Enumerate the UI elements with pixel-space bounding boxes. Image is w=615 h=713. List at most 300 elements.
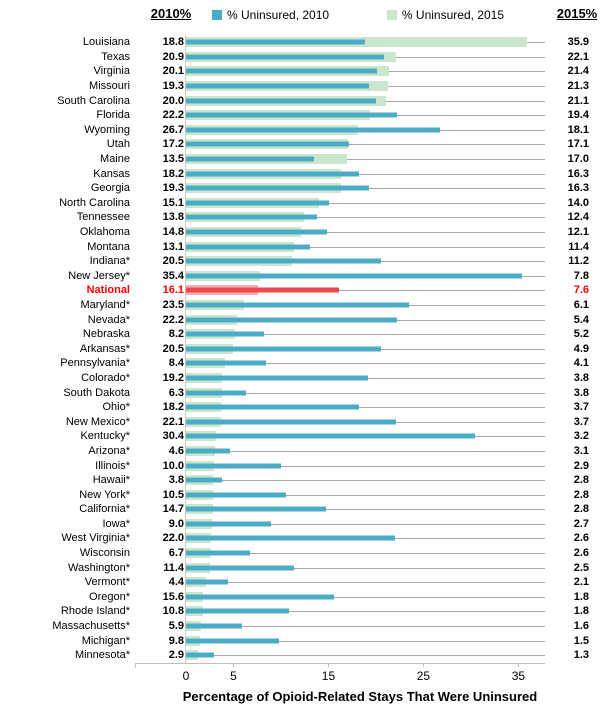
x-axis-tick-label: 35 <box>511 669 526 683</box>
value-2015-label: 3.7 <box>573 401 589 414</box>
value-2015-label: 2.5 <box>573 561 589 574</box>
bar-2010 <box>186 521 271 526</box>
value-2010-label: 14.8 <box>162 226 184 239</box>
bar-2010 <box>186 186 369 191</box>
category-label: Hawaii* <box>92 474 130 487</box>
value-2015-label: 1.8 <box>573 605 589 618</box>
bar-2010 <box>186 580 228 585</box>
value-2010-label: 23.5 <box>162 298 184 311</box>
value-2015-label: 14.0 <box>567 196 589 209</box>
x-axis-tick <box>518 663 519 667</box>
category-label: Arizona* <box>88 444 130 457</box>
value-2010-label: 6.7 <box>168 547 184 560</box>
bar-cell <box>186 429 545 444</box>
x-axis-tick <box>328 663 329 667</box>
chart-row <box>0 517 615 532</box>
category-label: South Dakota <box>63 386 130 399</box>
bar-cell <box>186 371 545 386</box>
value-2010-label: 18.2 <box>162 167 184 180</box>
leader-line <box>396 422 545 423</box>
bar-cell <box>186 283 545 298</box>
value-2010-label: 30.4 <box>162 430 184 443</box>
chart-row <box>0 385 615 400</box>
leader-line <box>475 436 545 437</box>
category-label: Wyoming <box>84 123 130 136</box>
bar-cell <box>186 604 545 619</box>
chart-rows <box>0 35 615 663</box>
value-2015-label: 12.4 <box>567 211 589 224</box>
bar-2010 <box>186 638 279 643</box>
chart-row <box>0 341 615 356</box>
bar-cell <box>186 35 545 50</box>
value-2015-label: 18.1 <box>567 123 589 136</box>
category-label: Colorado* <box>81 371 130 384</box>
value-2015-label: 5.4 <box>573 313 589 326</box>
bar-cell <box>186 327 545 342</box>
leader-line <box>317 217 545 218</box>
leader-line <box>368 378 545 379</box>
bar-cell <box>186 152 545 167</box>
chart-row <box>0 312 615 327</box>
category-label: Oklahoma <box>79 226 130 239</box>
category-label: Massachusetts* <box>52 620 130 633</box>
leader-line <box>397 320 545 321</box>
leader-line <box>310 247 545 248</box>
bar-cell <box>186 93 545 108</box>
legend-item-2010 <box>212 8 329 22</box>
legend-swatch-2010-icon <box>212 10 222 20</box>
bar-2010 <box>186 653 214 658</box>
bar-cell <box>186 123 545 138</box>
leader-line <box>228 582 545 583</box>
category-label: Washington* <box>68 561 130 574</box>
leader-line <box>264 334 545 335</box>
value-2015-label: 11.2 <box>568 255 589 268</box>
value-2015-label: 7.8 <box>573 269 589 282</box>
category-label: Rhode Island* <box>60 605 130 618</box>
bar-2010 <box>186 390 246 395</box>
bar-cell <box>186 181 545 196</box>
category-label: South Carolina <box>57 94 130 107</box>
category-label: Minnesota* <box>74 649 130 662</box>
chart-row <box>0 633 615 648</box>
category-label: Nebraska <box>82 328 130 341</box>
chart-row <box>0 196 615 211</box>
x-axis-tick-label: 5 <box>230 669 237 683</box>
bar-2010 <box>186 244 310 249</box>
category-label: Vermont* <box>84 576 130 589</box>
value-2010-label: 10.0 <box>162 459 184 472</box>
leader-line <box>242 626 545 627</box>
value-2010-label: 8.2 <box>168 328 184 341</box>
value-2010-label: 10.5 <box>162 488 184 501</box>
leader-line <box>359 407 545 408</box>
category-label: New Mexico* <box>65 415 130 428</box>
legend-label-2010: % Uninsured, 2010 <box>227 8 330 22</box>
bar-2010 <box>186 259 381 264</box>
bar-cell <box>186 239 545 254</box>
value-2015-label: 4.9 <box>573 342 589 355</box>
chart-row <box>0 137 615 152</box>
legend-swatch-2015-icon <box>387 10 397 20</box>
value-2010-label: 22.1 <box>162 415 184 428</box>
chart-row <box>0 575 615 590</box>
bar-cell <box>186 444 545 459</box>
bar-cell <box>186 414 545 429</box>
bar-2010 <box>186 594 334 599</box>
value-2015-label: 1.3 <box>573 649 589 662</box>
chart-row <box>0 93 615 108</box>
category-label: California* <box>79 503 130 516</box>
bar-2010 <box>186 419 396 424</box>
legend-item-2015 <box>387 8 504 22</box>
legend-label-2015: % Uninsured, 2015 <box>401 8 504 22</box>
value-2010-label: 35.4 <box>162 269 184 282</box>
value-2015-label: 2.1 <box>573 576 589 589</box>
leader-line <box>359 174 545 175</box>
value-2015-label: 2.9 <box>573 459 589 472</box>
value-2015-label: 17.0 <box>567 153 589 166</box>
category-label: Florida <box>96 109 130 122</box>
chart-row <box>0 327 615 342</box>
category-label: Illinois* <box>95 459 130 472</box>
bar-cell <box>186 502 545 517</box>
chart-row <box>0 35 615 50</box>
value-2015-label: 19.4 <box>567 109 589 122</box>
value-2010-label: 4.4 <box>168 576 184 589</box>
value-2015-label: 35.9 <box>567 36 589 49</box>
category-label: Texas <box>101 50 130 63</box>
leader-line <box>522 276 545 277</box>
leader-line <box>326 509 545 510</box>
value-2010-label: 20.0 <box>162 94 184 107</box>
value-2015-label: 7.6 <box>573 284 589 297</box>
leader-line <box>527 42 545 43</box>
chart-row <box>0 487 615 502</box>
leader-line <box>334 597 545 598</box>
category-label: Virginia <box>93 65 130 78</box>
leader-line <box>440 130 545 131</box>
chart-row <box>0 400 615 415</box>
value-2010-label: 18.8 <box>162 36 184 49</box>
category-label: Maine <box>100 153 130 166</box>
bar-2010 <box>186 624 242 629</box>
leader-line <box>286 495 545 496</box>
chart-row <box>0 239 615 254</box>
category-label: Pennsylvania* <box>60 357 130 370</box>
value-2015-label: 3.8 <box>573 386 589 399</box>
bar-cell <box>186 137 545 152</box>
x-axis-ticks <box>182 663 545 683</box>
bar-2010 <box>186 113 397 118</box>
value-2010-label: 15.1 <box>162 196 184 209</box>
value-2015-label: 2.8 <box>573 474 589 487</box>
chart-row <box>0 414 615 429</box>
category-label: New Jersey* <box>68 269 130 282</box>
bar-2010 <box>186 69 377 74</box>
bar-cell <box>186 108 545 123</box>
y-axis-line <box>185 35 186 663</box>
value-2015-label: 17.1 <box>567 138 589 151</box>
bar-2010 <box>186 361 266 366</box>
value-2015-label: 2.6 <box>573 547 589 560</box>
chart-row <box>0 502 615 517</box>
bar-cell <box>186 575 545 590</box>
bar-cell <box>186 560 545 575</box>
value-2015-label: 6.1 <box>573 298 589 311</box>
value-2010-label: 3.8 <box>168 474 184 487</box>
bar-2010 <box>186 230 327 235</box>
leader-line <box>329 203 545 204</box>
chart-row <box>0 546 615 561</box>
value-2010-label: 6.3 <box>168 386 184 399</box>
chart-row <box>0 531 615 546</box>
value-2015-label: 3.1 <box>573 444 589 457</box>
category-label: Indiana* <box>89 255 130 268</box>
bar-cell <box>186 487 545 502</box>
bar-cell <box>186 590 545 605</box>
category-label: Georgia <box>90 182 130 195</box>
bar-cell <box>186 254 545 269</box>
value-2010-label: 9.0 <box>168 517 184 530</box>
value-2015-label: 1.8 <box>573 590 589 603</box>
bar-2010 <box>186 463 281 468</box>
category-label: Maryland* <box>80 298 130 311</box>
bar-2010 <box>186 478 222 483</box>
bar-cell <box>186 64 545 79</box>
bar-cell <box>186 210 545 225</box>
bar-2010 <box>186 157 314 162</box>
leader-line <box>369 188 545 189</box>
x-axis-tick-label: 15 <box>321 669 336 683</box>
bar-cell <box>186 458 545 473</box>
value-2015-label: 21.4 <box>567 65 589 78</box>
chart-row <box>0 269 615 284</box>
bar-cell <box>186 166 545 181</box>
leader-line <box>381 349 545 350</box>
value-2010-label: 19.3 <box>162 182 184 195</box>
chart-row <box>0 604 615 619</box>
bar-2010 <box>186 215 317 220</box>
legend <box>212 8 504 22</box>
value-2010-label: 16.1 <box>162 284 184 297</box>
bar-cell <box>186 298 545 313</box>
value-2010-label: 13.1 <box>162 240 184 253</box>
value-2015-label: 21.3 <box>567 80 589 93</box>
bar-cell <box>186 385 545 400</box>
chart-row <box>0 283 615 298</box>
bar-2010 <box>186 288 339 293</box>
value-2010-label: 19.3 <box>162 80 184 93</box>
bar-cell <box>186 341 545 356</box>
bar-2010 <box>186 434 475 439</box>
bar-2010 <box>186 40 365 45</box>
value-2010-label: 2.9 <box>168 649 184 662</box>
bar-cell <box>186 269 545 284</box>
value-2010-label: 4.6 <box>168 444 184 457</box>
leader-line <box>266 363 545 364</box>
bar-2010 <box>186 405 359 410</box>
bar-cell <box>186 400 545 415</box>
category-label: Missouri <box>89 80 130 93</box>
leader-line <box>381 261 545 262</box>
bar-cell <box>186 546 545 561</box>
value-2015-label: 16.3 <box>567 182 589 195</box>
category-label: Wisconsin <box>79 547 130 560</box>
value-2015-label: 21.1 <box>567 94 589 107</box>
value-2010-label: 20.5 <box>162 342 184 355</box>
bar-2010 <box>186 200 329 205</box>
category-label: North Carolina <box>59 196 130 209</box>
value-2010-label: 20.5 <box>162 255 184 268</box>
chart-row <box>0 64 615 79</box>
bar-cell <box>186 473 545 488</box>
value-2010-label: 20.9 <box>162 50 184 63</box>
bar-2010 <box>186 317 397 322</box>
leader-line <box>281 466 545 467</box>
bar-cell <box>186 79 545 94</box>
x-axis-tick-label: 25 <box>416 669 431 683</box>
leader-line <box>388 86 545 87</box>
leader-line <box>327 232 545 233</box>
value-2010-label: 8.4 <box>168 357 184 370</box>
bar-2010 <box>186 127 440 132</box>
value-2015-label: 3.2 <box>573 430 589 443</box>
leader-line <box>250 553 545 554</box>
bar-2010 <box>186 171 359 176</box>
chart-row <box>0 50 615 65</box>
value-2015-label: 3.8 <box>573 371 589 384</box>
chart-row <box>0 371 615 386</box>
x-axis-title: Percentage of Opioid-Related Stays That Were Uninsured <box>182 689 538 704</box>
category-label: Ohio* <box>102 401 130 414</box>
value-2010-label: 17.2 <box>162 138 184 151</box>
chart-row <box>0 429 615 444</box>
value-2015-label: 2.8 <box>573 488 589 501</box>
x-axis-tick <box>423 663 424 667</box>
chart-row <box>0 79 615 94</box>
chart-row <box>0 473 615 488</box>
category-label: Kentucky* <box>80 430 130 443</box>
chart-row <box>0 123 615 138</box>
bar-2010 <box>186 536 395 541</box>
bar-2010 <box>186 84 369 89</box>
category-label: Nevada* <box>87 313 130 326</box>
category-label: Montana <box>87 240 130 253</box>
bar-2010 <box>186 302 409 307</box>
category-label: Iowa* <box>102 517 130 530</box>
category-label: Louisiana <box>82 36 130 49</box>
chart-row <box>0 590 615 605</box>
value-2010-label: 13.8 <box>162 211 184 224</box>
value-2010-label: 11.4 <box>163 561 184 574</box>
chart-row <box>0 560 615 575</box>
value-2010-label: 15.6 <box>162 590 184 603</box>
leader-line <box>397 115 545 116</box>
bar-cell <box>186 517 545 532</box>
chart-row <box>0 619 615 634</box>
value-2010-label: 19.2 <box>162 371 184 384</box>
value-2015-label: 2.6 <box>573 532 589 545</box>
leader-line <box>347 159 545 160</box>
category-label: Utah <box>106 138 130 151</box>
bar-2010 <box>186 54 384 59</box>
bar-2010 <box>186 448 230 453</box>
leader-line <box>271 524 545 525</box>
bar-2010 <box>186 346 381 351</box>
leader-line <box>409 305 545 306</box>
value-2015-label: 4.1 <box>573 357 589 370</box>
column-header-2015: 2015% <box>556 6 598 21</box>
leader-line <box>386 101 545 102</box>
category-label: Kansas <box>93 167 130 180</box>
bar-cell <box>186 633 545 648</box>
chart-row <box>0 356 615 371</box>
value-2010-label: 5.9 <box>168 620 184 633</box>
bar-cell <box>186 619 545 634</box>
value-2010-label: 10.8 <box>162 605 184 618</box>
bar-2010 <box>186 492 286 497</box>
bar-2010 <box>186 375 368 380</box>
bar-cell <box>186 225 545 240</box>
leader-line <box>349 144 545 145</box>
bar-cell <box>186 531 545 546</box>
bar-2010 <box>186 551 250 556</box>
value-2015-label: 16.3 <box>567 167 589 180</box>
leader-line <box>339 290 545 291</box>
leader-line <box>222 480 545 481</box>
chart-row <box>0 648 615 663</box>
category-label: New York* <box>79 488 130 501</box>
chart-row <box>0 254 615 269</box>
value-2010-label: 20.1 <box>162 65 184 78</box>
category-label: Oregon* <box>89 590 130 603</box>
bar-cell <box>186 50 545 65</box>
value-2010-label: 9.8 <box>168 634 184 647</box>
value-2015-label: 1.6 <box>573 620 589 633</box>
value-2015-label: 2.8 <box>573 503 589 516</box>
x-axis-edge-tick <box>135 663 136 668</box>
leader-line <box>279 641 545 642</box>
column-header-2010: 2010% <box>150 6 192 21</box>
bar-cell <box>186 312 545 327</box>
value-2010-label: 22.2 <box>162 313 184 326</box>
value-2015-label: 11.4 <box>568 240 589 253</box>
value-2015-label: 22.1 <box>567 50 589 63</box>
leader-line <box>289 611 545 612</box>
value-2015-label: 3.7 <box>573 415 589 428</box>
value-2015-label: 5.2 <box>573 328 589 341</box>
x-axis-tick <box>233 663 234 667</box>
value-2010-label: 26.7 <box>162 123 184 136</box>
chart-row <box>0 298 615 313</box>
bar-2010 <box>186 142 349 147</box>
bar-2010 <box>186 565 294 570</box>
chart-row <box>0 458 615 473</box>
value-2010-label: 13.5 <box>162 153 184 166</box>
value-2015-label: 2.7 <box>573 517 589 530</box>
chart-row <box>0 225 615 240</box>
chart-row <box>0 210 615 225</box>
leader-line <box>294 568 545 569</box>
bar-2010 <box>186 507 326 512</box>
category-label: Tennessee <box>76 211 130 224</box>
bar-2010 <box>186 273 522 278</box>
bar-cell <box>186 648 545 663</box>
leader-line <box>396 57 545 58</box>
value-2015-label: 12.1 <box>567 226 589 239</box>
leader-line <box>230 451 545 452</box>
